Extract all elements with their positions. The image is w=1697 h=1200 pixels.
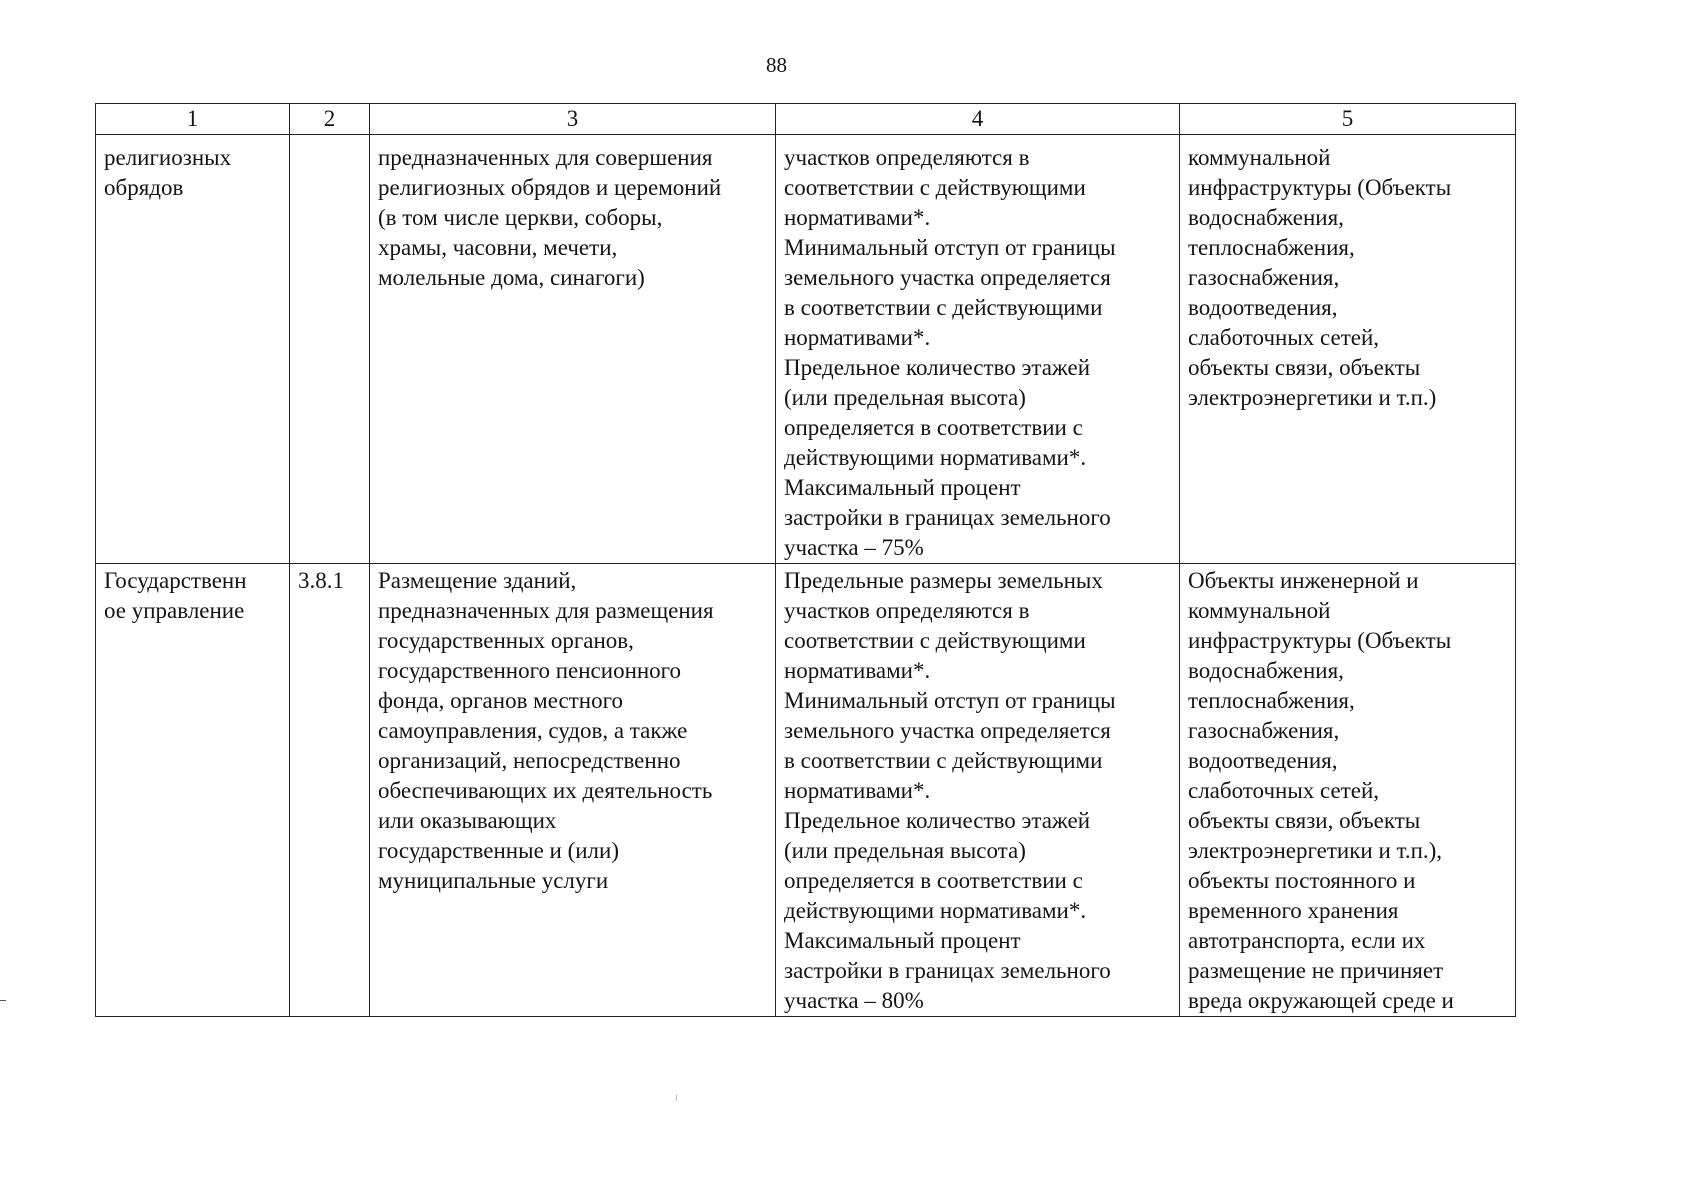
cell-text-line: молельные дома, синагоги) xyxy=(378,265,645,290)
cell-text-line: (или предельная высота) xyxy=(784,385,1026,410)
cell-text-line: Предельные размеры земельных xyxy=(784,568,1103,593)
cell-text-line: действующими нормативами*. xyxy=(784,445,1087,470)
cell-text-line: размещение не причиняет xyxy=(1188,958,1444,983)
cell-text-line: фонда, органов местного xyxy=(378,688,623,713)
page-number: 88 xyxy=(766,53,787,77)
cell-text-line: Максимальный процент xyxy=(784,475,1021,500)
cell-text-line: Государственн xyxy=(104,568,247,593)
cell-text-line: электроэнергетики и т.п.), xyxy=(1188,838,1443,863)
cell-text-line: водоотведения, xyxy=(1188,295,1338,320)
cell-text-line: предназначенных для размещения xyxy=(378,598,714,623)
cell-text-line: или оказывающих xyxy=(378,808,557,833)
cell-text-line: муниципальные услуги xyxy=(378,868,609,893)
cell-text-line: государственного пенсионного xyxy=(378,658,682,683)
cell-text-line: определяется в соответствии с xyxy=(784,868,1083,893)
building-parameters-cell xyxy=(776,564,1180,1017)
land-use-table xyxy=(95,103,1516,1017)
cell-text-line: объекты связи, объекты xyxy=(1188,355,1421,380)
cell-text-line: ое управление xyxy=(104,598,245,623)
cell-text-line: государственных органов, xyxy=(378,628,634,653)
cell-text-line: государственные и (или) xyxy=(378,838,619,863)
cell-text-line: определяется в соответствии с xyxy=(784,415,1083,440)
cell-text-line: водоснабжения, xyxy=(1188,658,1344,683)
cell-text-line: Размещение зданий, xyxy=(378,568,577,593)
cell-text-line: временного хранения xyxy=(1188,898,1399,923)
cell-text-line: застройки в границах земельного xyxy=(784,505,1111,530)
cell-text-line: земельного участка определяется xyxy=(784,265,1111,290)
cell-text-line: Максимальный процент xyxy=(784,928,1021,953)
cell-text-line: предназначенных для совершения xyxy=(378,145,713,170)
cell-text-line: инфраструктуры (Объекты xyxy=(1188,628,1452,653)
cell-text-line: храмы, часовни, мечети, xyxy=(378,235,618,260)
margin-mark xyxy=(0,1000,6,1001)
header-cell: 5 xyxy=(1180,104,1516,135)
cell-text-line: объекты постоянного и xyxy=(1188,868,1416,893)
cell-text-line: религиозных обрядов и церемоний xyxy=(378,175,722,200)
land-use-description-cell xyxy=(370,135,776,564)
cell-text-line: слаботочных сетей, xyxy=(1188,778,1380,803)
cell-text-line: нормативами*. xyxy=(784,205,931,230)
cell-text-line: религиозных xyxy=(104,145,232,170)
cell-text-line: вреда окружающей среде и xyxy=(1188,988,1454,1013)
cell-text-line: участков определяются в xyxy=(784,598,1030,623)
cell-text-line: нормативами*. xyxy=(784,325,931,350)
cell-text-line: Предельное количество этажей xyxy=(784,808,1091,833)
cell-text-line: газоснабжения, xyxy=(1188,265,1340,290)
land-use-code-cell xyxy=(290,135,370,564)
cell-text-line: соответствии с действующими xyxy=(784,628,1086,653)
cell-text-line: в соответствии с действующими xyxy=(784,748,1103,773)
cell-text-line: объекты связи, объекты xyxy=(1188,808,1421,833)
auxiliary-objects-cell xyxy=(1180,564,1516,1017)
cell-text-line: автотранспорта, если их xyxy=(1188,928,1426,953)
cell-text-line: застройки в границах земельного xyxy=(784,958,1111,983)
cell-text-line: земельного участка определяется xyxy=(784,718,1111,743)
cell-text-line: (в том числе церкви, соборы, xyxy=(378,205,663,230)
cell-text-line: участка – 80% xyxy=(784,988,924,1013)
scan-mark xyxy=(676,1095,677,1101)
cell-text-line: нормативами*. xyxy=(784,778,931,803)
land-use-description-cell xyxy=(370,564,776,1017)
cell-text-line: электроэнергетики и т.п.) xyxy=(1188,385,1437,410)
header-cell: 1 xyxy=(96,104,290,135)
cell-text-line: газоснабжения, xyxy=(1188,718,1340,743)
cell-text-line: водоснабжения, xyxy=(1188,205,1344,230)
cell-text-line: в соответствии с действующими xyxy=(784,295,1103,320)
cell-text-line: самоуправления, судов, а также xyxy=(378,718,688,743)
cell-text-line: теплоснабжения, xyxy=(1188,688,1355,713)
cell-text-line: Минимальный отступ от границы xyxy=(784,688,1116,713)
cell-text-line: обеспечивающих их деятельность xyxy=(378,778,713,803)
cell-text-line: действующими нормативами*. xyxy=(784,898,1087,923)
cell-text-line: (или предельная высота) xyxy=(784,838,1026,863)
auxiliary-objects-cell xyxy=(1180,135,1516,564)
cell-text-line: теплоснабжения, xyxy=(1188,235,1355,260)
cell-text-line: организаций, непосредственно xyxy=(378,748,681,773)
cell-text-line: Объекты инженерной и xyxy=(1188,568,1419,593)
cell-text-line: нормативами*. xyxy=(784,658,931,683)
land-use-code-cell: 3.8.1 xyxy=(290,564,370,1017)
building-parameters-cell xyxy=(776,135,1180,564)
cell-text-line: участков определяются в xyxy=(784,145,1030,170)
table-row xyxy=(96,564,1516,1017)
cell-text-line: слаботочных сетей, xyxy=(1188,325,1380,350)
table-row xyxy=(96,135,1516,564)
cell-text-line: соответствии с действующими xyxy=(784,175,1086,200)
cell-text-line: коммунальной xyxy=(1188,145,1331,170)
cell-text-line: Предельное количество этажей xyxy=(784,355,1091,380)
header-cell: 4 xyxy=(776,104,1180,135)
cell-text-line: водоотведения, xyxy=(1188,748,1338,773)
table-header-row xyxy=(96,104,1516,135)
cell-text-line: обрядов xyxy=(104,175,184,200)
header-cell: 3 xyxy=(370,104,776,135)
cell-text-line: инфраструктуры (Объекты xyxy=(1188,175,1452,200)
land-use-name-cell xyxy=(96,564,290,1017)
cell-text-line: Минимальный отступ от границы xyxy=(784,235,1116,260)
land-use-name-cell xyxy=(96,135,290,564)
cell-text-line: участка – 75% xyxy=(784,535,924,560)
cell-text-line: коммунальной xyxy=(1188,598,1331,623)
header-cell: 2 xyxy=(290,104,370,135)
